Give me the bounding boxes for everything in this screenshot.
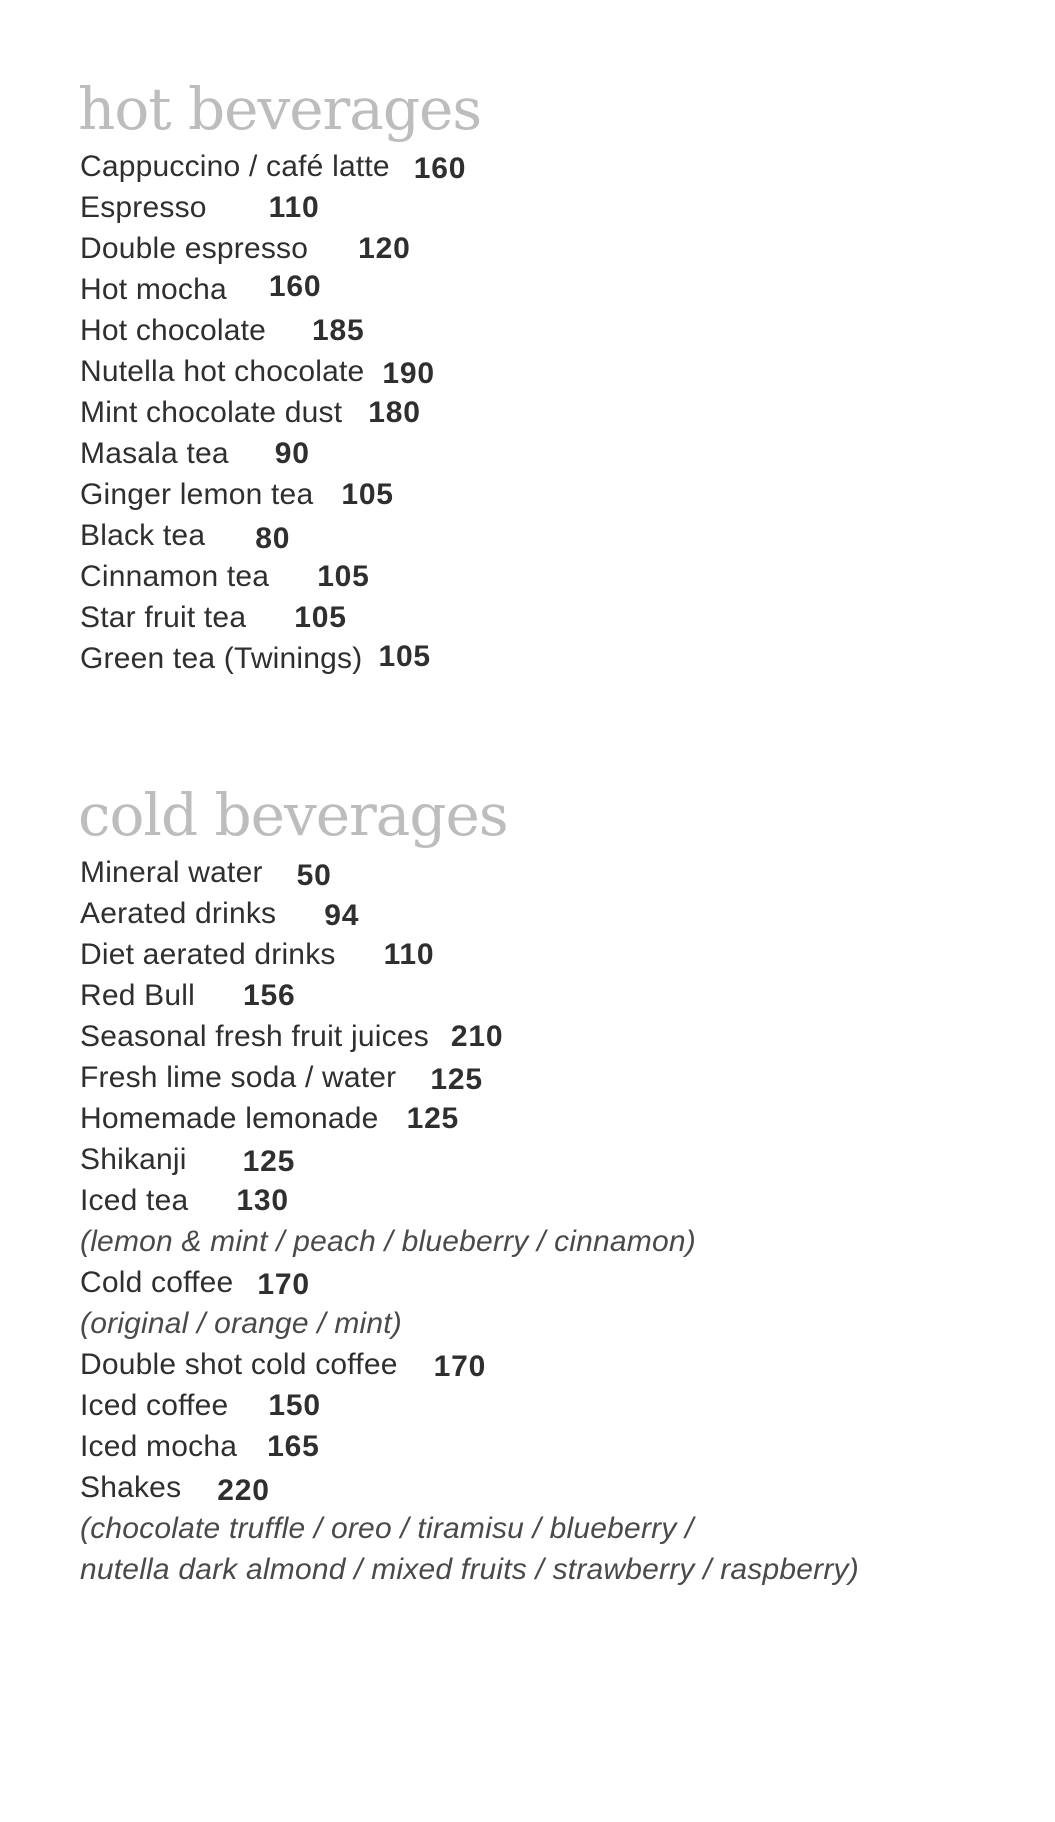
- menu-item-price: 150: [268, 1389, 321, 1422]
- menu-item-price: 80: [255, 522, 291, 555]
- menu-item: [80, 597, 1040, 638]
- menu-item-name: Iced coffee: [80, 1389, 229, 1422]
- menu-item-name: Aerated drinks: [80, 897, 277, 930]
- menu-item: [80, 433, 1040, 474]
- menu-item-name: Iced mocha: [80, 1430, 238, 1463]
- menu-item-price: 125: [406, 1102, 460, 1135]
- menu-item-price: 50: [296, 859, 332, 892]
- menu-item: [80, 1139, 1040, 1180]
- menu-item-price: 130: [236, 1184, 289, 1217]
- menu-item: [80, 893, 1040, 934]
- menu-item-name: Shikanji: [80, 1143, 187, 1176]
- menu-item: [80, 975, 1040, 1016]
- menu-item-options: nutella dark almond / mixed fruits / strawberry / raspberry): [80, 1553, 859, 1586]
- menu-item: [80, 1016, 1040, 1057]
- menu-item: [80, 1262, 1040, 1303]
- menu-item-name: Nutella hot chocolate: [80, 355, 365, 388]
- menu-item: [80, 310, 1040, 351]
- menu-item: [80, 934, 1040, 975]
- menu-item-price: 156: [243, 979, 296, 1012]
- menu-item: [80, 1098, 1040, 1139]
- menu-item-name: Espresso: [80, 191, 207, 224]
- menu-item-name: Masala tea: [80, 437, 229, 470]
- menu-item-name: Seasonal fresh fruit juices: [80, 1020, 429, 1053]
- menu-item-name: Green tea (Twinings): [80, 642, 363, 675]
- menu-item-price: 165: [267, 1430, 320, 1463]
- menu-item: [80, 1180, 1040, 1221]
- menu-item-name: Fresh lime soda / water: [80, 1061, 397, 1094]
- menu-item: [80, 1385, 1040, 1426]
- menu-item-name: Cappuccino / café latte: [80, 150, 390, 183]
- menu-item-price: 125: [242, 1145, 296, 1178]
- menu-item-price: 160: [413, 152, 467, 185]
- menu-item: [80, 351, 1040, 392]
- menu-item-price: 160: [268, 270, 322, 303]
- menu-item-name: Homemade lemonade: [80, 1102, 379, 1135]
- menu-item: [80, 392, 1040, 433]
- menu-item-options: (lemon & mint / peach / blueberry / cinnamon): [80, 1225, 696, 1258]
- menu-item: [80, 1344, 1040, 1385]
- hot-beverages-title: hot beverages: [78, 75, 482, 143]
- menu-item: [80, 1426, 1040, 1467]
- menu-item-options: (original / orange / mint): [80, 1307, 403, 1340]
- menu-item-price: 90: [274, 437, 310, 470]
- menu-item: [80, 269, 1040, 310]
- menu-item-price: 105: [341, 478, 394, 511]
- menu-item: [80, 474, 1040, 515]
- menu-item-price: 110: [268, 191, 320, 224]
- menu-item-price: 190: [382, 357, 435, 390]
- menu-item-price: 110: [383, 938, 435, 971]
- menu-item: [80, 187, 1040, 228]
- menu-item-price: 125: [430, 1063, 483, 1096]
- menu-item-name: Hot chocolate: [80, 314, 267, 347]
- menu-item-name: Double shot cold coffee: [80, 1348, 398, 1381]
- menu-item-name: Hot mocha: [80, 273, 227, 306]
- menu-item-options: (chocolate truffle / oreo / tiramisu / blueberry /: [80, 1512, 694, 1545]
- menu-item-name: Red Bull: [80, 979, 195, 1012]
- menu-item-name: Mint chocolate dust: [80, 396, 343, 429]
- menu-item-price: 170: [433, 1350, 487, 1383]
- menu-item-price: 220: [217, 1474, 270, 1507]
- menu-item-name: Cold coffee: [80, 1266, 234, 1299]
- menu-item-price: 120: [358, 232, 411, 265]
- menu-item: [80, 146, 1040, 187]
- menu-item-name: Iced tea: [80, 1184, 189, 1217]
- cold-beverages-title: cold beverages: [78, 781, 508, 849]
- menu-item-name: Black tea: [80, 519, 206, 552]
- menu-item: [80, 515, 1040, 556]
- hot-beverages-list: [80, 146, 1040, 679]
- menu-item-price: 105: [317, 560, 370, 593]
- menu-item: [80, 228, 1040, 269]
- cold-beverages-list: [80, 852, 1040, 1590]
- menu-item-name: Double espresso: [80, 232, 309, 265]
- menu-item-price: 105: [378, 640, 431, 673]
- menu-item: [80, 852, 1040, 893]
- menu-item: [80, 1057, 1040, 1098]
- menu-item-price: 210: [450, 1020, 504, 1053]
- menu-item: [80, 1467, 1040, 1508]
- menu-item-price: 105: [294, 601, 347, 634]
- menu-item-name: Shakes: [80, 1471, 182, 1504]
- menu-item-price: 180: [368, 396, 421, 429]
- menu-item-name: Mineral water: [80, 856, 263, 889]
- menu-item-price: 185: [312, 314, 365, 347]
- menu-item: [80, 638, 1040, 679]
- menu-item-name: Star fruit tea: [80, 601, 247, 634]
- menu-item-name: Diet aerated drinks: [80, 938, 336, 971]
- menu-item-price: 94: [324, 899, 360, 932]
- menu-item-name: Ginger lemon tea: [80, 478, 314, 511]
- menu-item-name: Cinnamon tea: [80, 560, 270, 593]
- menu-item: [80, 556, 1040, 597]
- menu-item-price: 170: [257, 1268, 310, 1301]
